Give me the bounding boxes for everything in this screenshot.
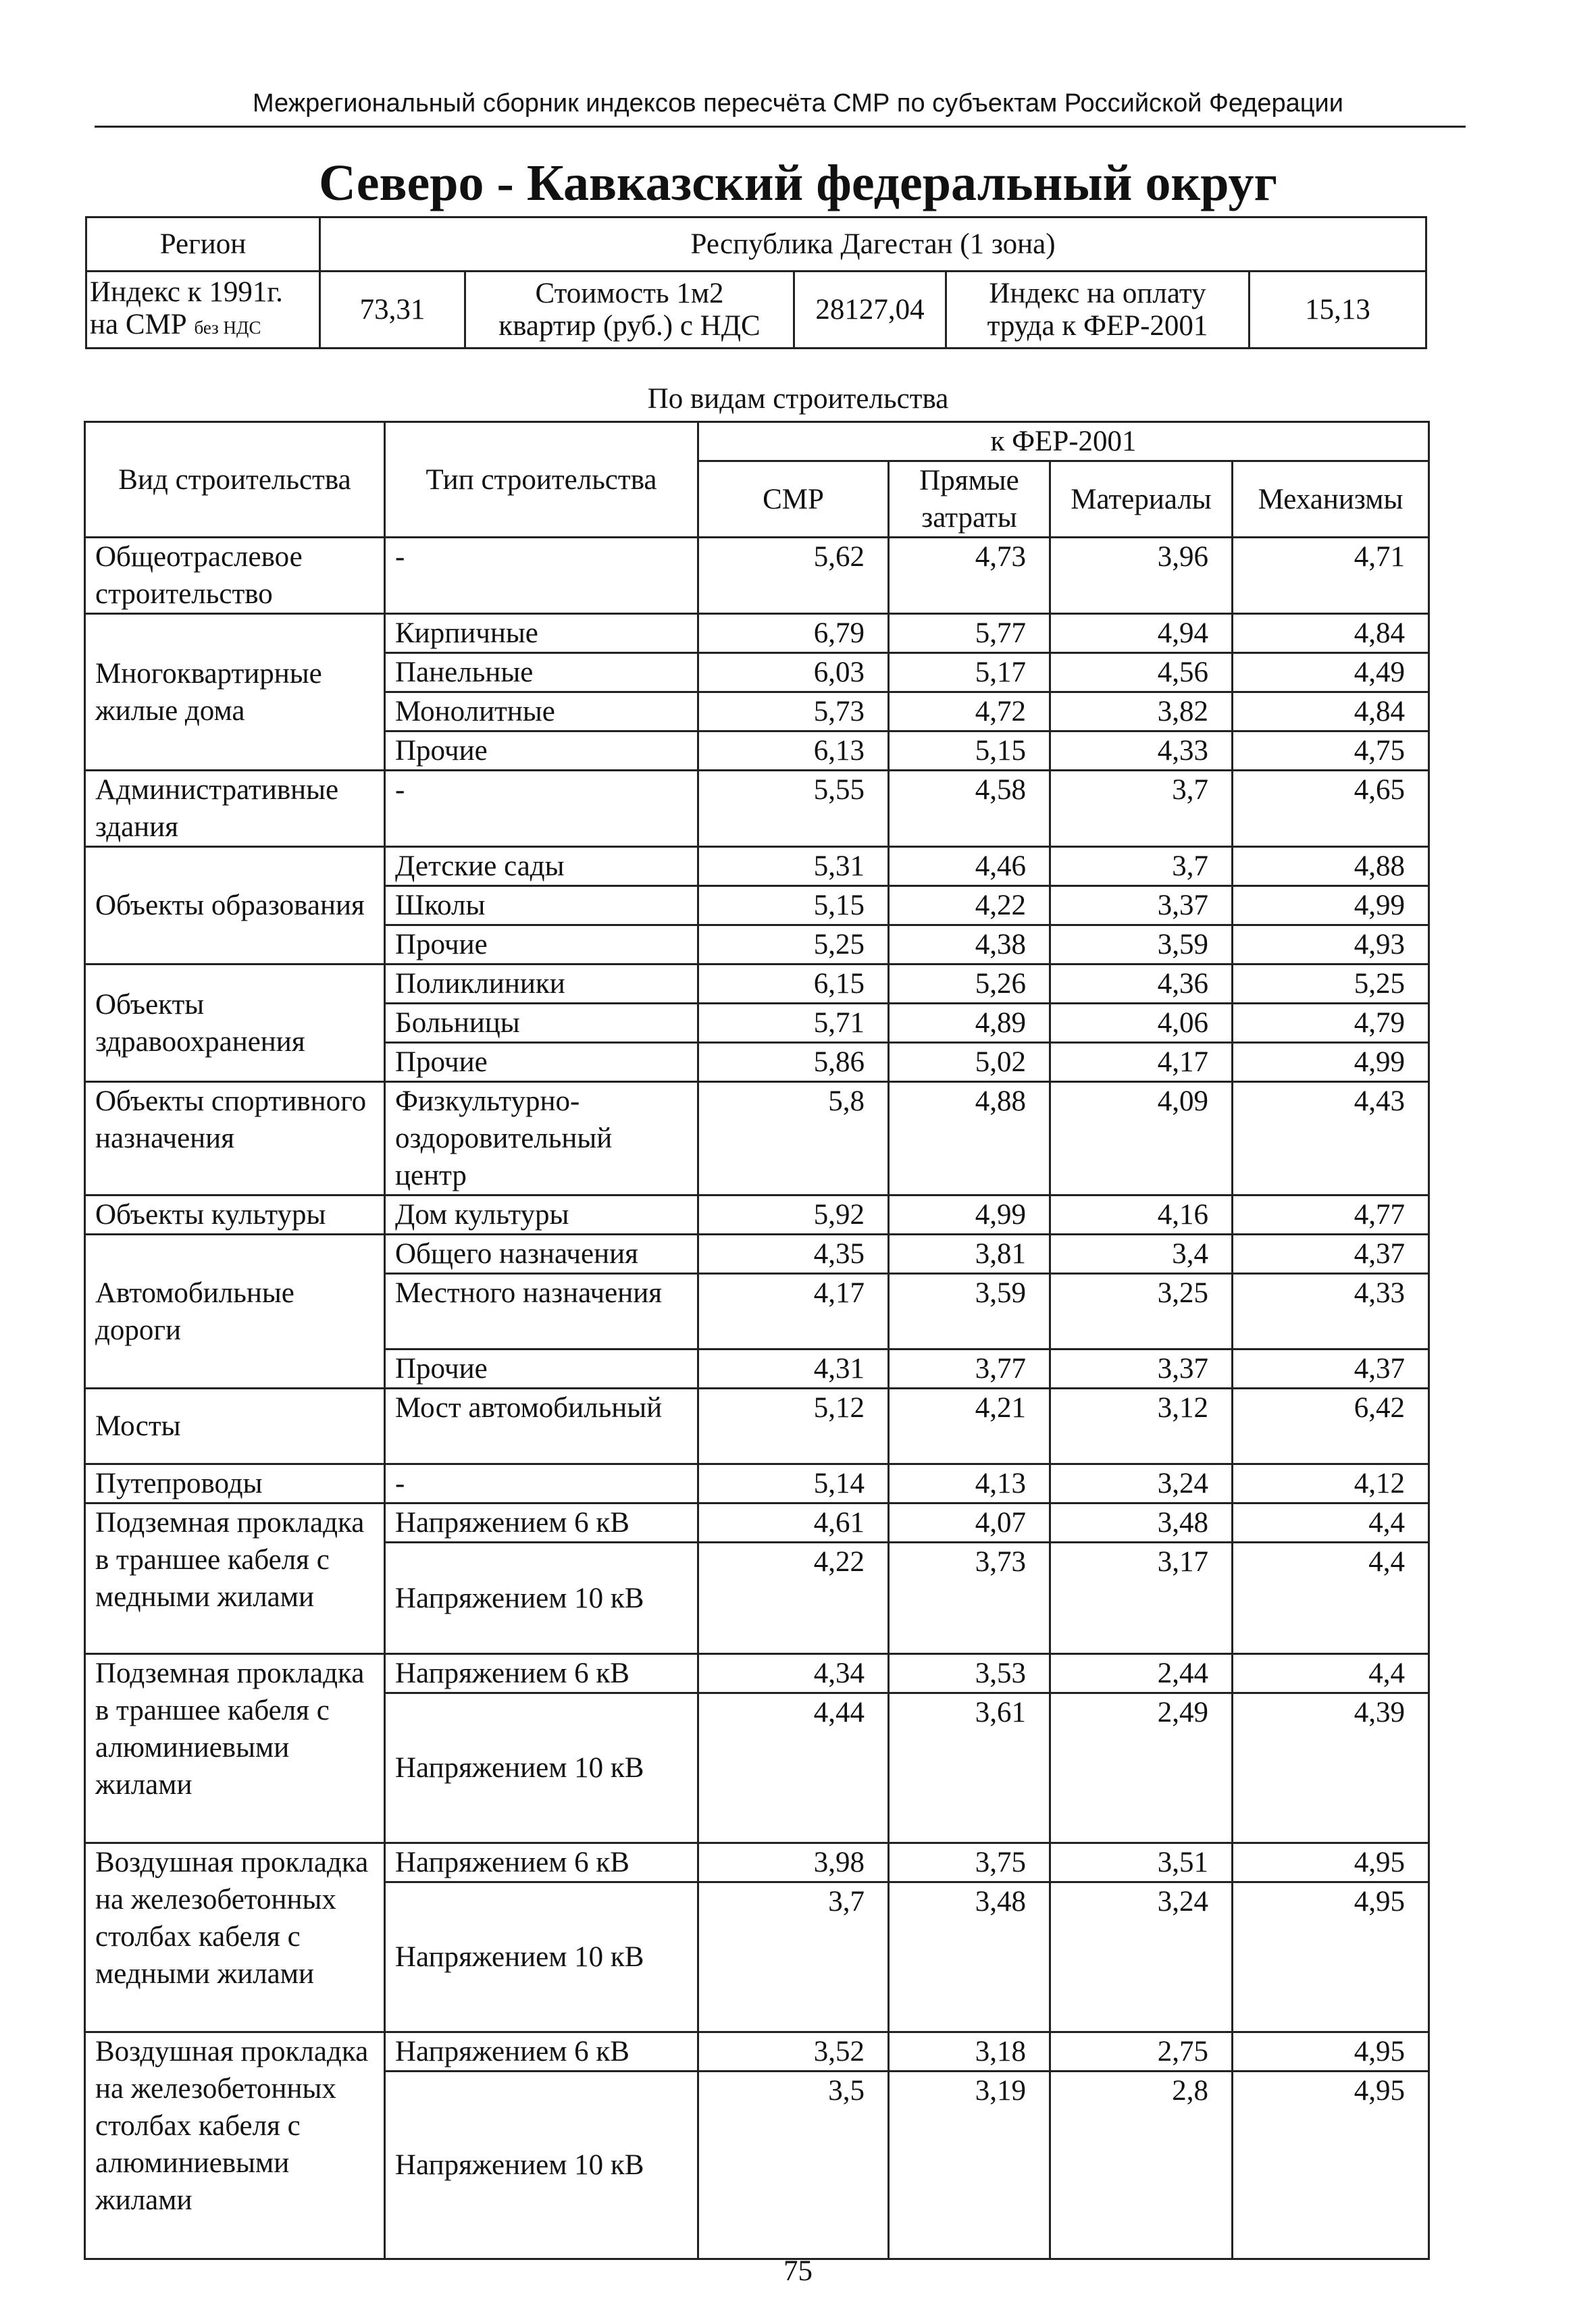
vat-note: без НДС bbox=[194, 317, 261, 338]
type-cell: Монолитные bbox=[385, 692, 698, 731]
materials-cell: 3,12 bbox=[1050, 1389, 1233, 1464]
direct-cell: 5,17 bbox=[889, 653, 1050, 692]
type-cell: Дом культуры bbox=[385, 1195, 698, 1235]
kind-cell: Многоквартирные жилые дома bbox=[85, 614, 385, 771]
direct-cell: 4,72 bbox=[889, 692, 1050, 731]
mechanisms-cell: 4,99 bbox=[1233, 886, 1429, 925]
direct-cell: 3,48 bbox=[889, 1882, 1050, 2032]
mechanisms-cell: 4,77 bbox=[1233, 1195, 1429, 1235]
type-cell: - bbox=[385, 771, 698, 847]
mechanisms-cell: 4,88 bbox=[1233, 847, 1429, 886]
type-cell: Напряжением 10 кВ bbox=[385, 1882, 698, 2032]
apartment-cost-value: 28127,04 bbox=[794, 272, 946, 349]
mechanisms-cell: 4,4 bbox=[1233, 1543, 1429, 1654]
materials-cell: 3,24 bbox=[1050, 1464, 1233, 1503]
materials-cell: 2,75 bbox=[1050, 2032, 1233, 2072]
smr-cell: 3,98 bbox=[698, 1843, 889, 1882]
smr-cell: 3,7 bbox=[698, 1882, 889, 2032]
table-subheading: По видам строительства bbox=[647, 383, 949, 415]
mechanisms-cell: 4,71 bbox=[1233, 538, 1429, 614]
index-1991-value: 73,31 bbox=[320, 272, 465, 349]
mechanisms-cell: 4,49 bbox=[1233, 653, 1429, 692]
kind-cell: Объекты здравоохранения bbox=[85, 965, 385, 1082]
direct-cell: 4,99 bbox=[889, 1195, 1050, 1235]
mechanisms-cell: 4,37 bbox=[1233, 1235, 1429, 1274]
direct-cell: 5,77 bbox=[889, 614, 1050, 653]
kind-cell: Путепроводы bbox=[85, 1464, 385, 1503]
materials-cell: 2,44 bbox=[1050, 1654, 1233, 1693]
type-cell: Напряжением 6 кВ bbox=[385, 1503, 698, 1543]
smr-cell: 3,5 bbox=[698, 2072, 889, 2259]
smr-cell: 5,31 bbox=[698, 847, 889, 886]
direct-cell: 3,73 bbox=[889, 1543, 1050, 1654]
kind-cell: Административные здания bbox=[85, 771, 385, 847]
type-cell: - bbox=[385, 1464, 698, 1503]
type-cell: Местного назначения bbox=[385, 1274, 698, 1349]
materials-cell: 4,17 bbox=[1050, 1043, 1233, 1082]
kind-cell: Подземная прокладка в траншее кабеля с алюминиевыми жилами bbox=[85, 1654, 385, 1843]
type-cell: Школы bbox=[385, 886, 698, 925]
col-header-materials: Материалы bbox=[1050, 461, 1233, 538]
mechanisms-cell: 5,25 bbox=[1233, 965, 1429, 1004]
direct-cell: 4,22 bbox=[889, 886, 1050, 925]
type-cell: Напряжением 10 кВ bbox=[385, 2072, 698, 2259]
mechanisms-cell: 4,12 bbox=[1233, 1464, 1429, 1503]
materials-cell: 3,82 bbox=[1050, 692, 1233, 731]
mechanisms-cell: 4,95 bbox=[1233, 2032, 1429, 2072]
kind-cell: Общеотраслевое строительство bbox=[85, 538, 385, 614]
type-cell: Панельные bbox=[385, 653, 698, 692]
page-number: 75 bbox=[783, 2255, 813, 2287]
type-cell: Кирпичные bbox=[385, 614, 698, 653]
mechanisms-cell: 4,79 bbox=[1233, 1004, 1429, 1043]
smr-cell: 6,03 bbox=[698, 653, 889, 692]
smr-cell: 5,25 bbox=[698, 925, 889, 965]
smr-cell: 5,14 bbox=[698, 1464, 889, 1503]
materials-cell: 3,59 bbox=[1050, 925, 1233, 965]
kind-cell: Объекты культуры bbox=[85, 1195, 385, 1235]
materials-cell: 3,96 bbox=[1050, 538, 1233, 614]
col-header-smr: СМР bbox=[698, 461, 889, 538]
direct-cell: 3,59 bbox=[889, 1274, 1050, 1349]
mechanisms-cell: 4,95 bbox=[1233, 1843, 1429, 1882]
mechanisms-cell: 4,95 bbox=[1233, 2072, 1429, 2259]
wage-index-value: 15,13 bbox=[1250, 272, 1426, 349]
mechanisms-cell: 4,37 bbox=[1233, 1349, 1429, 1389]
smr-cell: 4,34 bbox=[698, 1654, 889, 1693]
type-cell: - bbox=[385, 538, 698, 614]
materials-cell: 2,49 bbox=[1050, 1693, 1233, 1843]
mechanisms-cell: 4,65 bbox=[1233, 771, 1429, 847]
smr-cell: 4,44 bbox=[698, 1693, 889, 1843]
smr-cell: 4,17 bbox=[698, 1274, 889, 1349]
materials-cell: 4,94 bbox=[1050, 614, 1233, 653]
materials-cell: 4,36 bbox=[1050, 965, 1233, 1004]
mechanisms-cell: 4,84 bbox=[1233, 614, 1429, 653]
materials-cell: 3,24 bbox=[1050, 1882, 1233, 2032]
kind-cell: Воздушная прокладка на железобетонных столбах кабеля с алюминиевыми жилами bbox=[85, 2032, 385, 2259]
smr-cell: 6,79 bbox=[698, 614, 889, 653]
mechanisms-cell: 4,84 bbox=[1233, 692, 1429, 731]
col-header-type: Тип строительства bbox=[385, 422, 698, 538]
mechanisms-cell: 4,99 bbox=[1233, 1043, 1429, 1082]
direct-cell: 4,88 bbox=[889, 1082, 1050, 1195]
type-cell: Больницы bbox=[385, 1004, 698, 1043]
kind-cell: Воздушная прокладка на железобетонных столбах кабеля с медными жилами bbox=[85, 1843, 385, 2032]
col-header-direct: Прямые затраты bbox=[889, 461, 1050, 538]
index-1991-label: Индекс к 1991г. на СМР без НДС bbox=[86, 272, 320, 349]
col-header-mechanisms: Механизмы bbox=[1233, 461, 1429, 538]
smr-cell: 5,92 bbox=[698, 1195, 889, 1235]
region-info-table bbox=[85, 216, 1427, 349]
materials-cell: 4,56 bbox=[1050, 653, 1233, 692]
materials-cell: 3,7 bbox=[1050, 771, 1233, 847]
direct-cell: 3,19 bbox=[889, 2072, 1050, 2259]
smr-cell: 5,73 bbox=[698, 692, 889, 731]
direct-cell: 3,18 bbox=[889, 2032, 1050, 2072]
materials-cell: 2,8 bbox=[1050, 2072, 1233, 2259]
smr-cell: 5,12 bbox=[698, 1389, 889, 1464]
running-header: Межрегиональный сборник индексов пересчёта СМР по субъектам Российской Федерации bbox=[252, 89, 1344, 118]
type-cell: Мост автомобильный bbox=[385, 1389, 698, 1464]
type-cell: Напряжением 10 кВ bbox=[385, 1693, 698, 1843]
direct-cell: 5,15 bbox=[889, 731, 1050, 771]
direct-cell: 4,13 bbox=[889, 1464, 1050, 1503]
smr-cell: 5,86 bbox=[698, 1043, 889, 1082]
kind-cell: Автомобильные дороги bbox=[85, 1235, 385, 1389]
type-cell: Напряжением 6 кВ bbox=[385, 1654, 698, 1693]
type-cell: Физкультурно-оздоровительный центр bbox=[385, 1082, 698, 1195]
materials-cell: 4,16 bbox=[1050, 1195, 1233, 1235]
type-cell: Детские сады bbox=[385, 847, 698, 886]
region-label: Регион bbox=[86, 217, 320, 272]
direct-cell: 5,26 bbox=[889, 965, 1050, 1004]
direct-cell: 4,46 bbox=[889, 847, 1050, 886]
smr-cell: 6,13 bbox=[698, 731, 889, 771]
direct-cell: 4,73 bbox=[889, 538, 1050, 614]
direct-cell: 4,58 bbox=[889, 771, 1050, 847]
materials-cell: 4,33 bbox=[1050, 731, 1233, 771]
type-cell: Общего назначения bbox=[385, 1235, 698, 1274]
materials-cell: 3,17 bbox=[1050, 1543, 1233, 1654]
col-header-kind: Вид строительства bbox=[85, 422, 385, 538]
smr-cell: 5,71 bbox=[698, 1004, 889, 1043]
mechanisms-cell: 4,95 bbox=[1233, 1882, 1429, 2032]
materials-cell: 3,4 bbox=[1050, 1235, 1233, 1274]
mechanisms-cell: 4,93 bbox=[1233, 925, 1429, 965]
mechanisms-cell: 4,4 bbox=[1233, 1654, 1429, 1693]
smr-cell: 5,55 bbox=[698, 771, 889, 847]
smr-cell: 4,35 bbox=[698, 1235, 889, 1274]
region-value: Республика Дагестан (1 зона) bbox=[320, 217, 1426, 272]
materials-cell: 4,09 bbox=[1050, 1082, 1233, 1195]
apartment-cost-label: Стоимость 1м2 квартир (руб.) с НДС bbox=[465, 272, 794, 349]
type-cell: Напряжением 10 кВ bbox=[385, 1543, 698, 1654]
smr-cell: 4,61 bbox=[698, 1503, 889, 1543]
smr-cell: 5,62 bbox=[698, 538, 889, 614]
type-cell: Прочие bbox=[385, 1043, 698, 1082]
materials-cell: 3,25 bbox=[1050, 1274, 1233, 1349]
page-title: Северо - Кавказский федеральный округ bbox=[318, 155, 1278, 211]
mechanisms-cell: 6,42 bbox=[1233, 1389, 1429, 1464]
smr-cell: 3,52 bbox=[698, 2032, 889, 2072]
smr-cell: 4,22 bbox=[698, 1543, 889, 1654]
smr-cell: 4,31 bbox=[698, 1349, 889, 1389]
mechanisms-cell: 4,4 bbox=[1233, 1503, 1429, 1543]
type-cell: Поликлиники bbox=[385, 965, 698, 1004]
direct-cell: 3,77 bbox=[889, 1349, 1050, 1389]
materials-cell: 3,37 bbox=[1050, 886, 1233, 925]
materials-cell: 3,48 bbox=[1050, 1503, 1233, 1543]
smr-cell: 5,15 bbox=[698, 886, 889, 925]
col-header-group: к ФЕР-2001 bbox=[698, 422, 1429, 461]
wage-index-label: Индекс на оплату труда к ФЕР-2001 bbox=[946, 272, 1250, 349]
type-cell: Прочие bbox=[385, 1349, 698, 1389]
type-cell: Прочие bbox=[385, 731, 698, 771]
materials-cell: 3,37 bbox=[1050, 1349, 1233, 1389]
smr-cell: 5,8 bbox=[698, 1082, 889, 1195]
direct-cell: 3,81 bbox=[889, 1235, 1050, 1274]
type-cell: Напряжением 6 кВ bbox=[385, 2032, 698, 2072]
direct-cell: 4,07 bbox=[889, 1503, 1050, 1543]
type-cell: Прочие bbox=[385, 925, 698, 965]
direct-cell: 4,21 bbox=[889, 1389, 1050, 1464]
mechanisms-cell: 4,43 bbox=[1233, 1082, 1429, 1195]
direct-cell: 3,53 bbox=[889, 1654, 1050, 1693]
mechanisms-cell: 4,33 bbox=[1233, 1274, 1429, 1349]
materials-cell: 3,7 bbox=[1050, 847, 1233, 886]
materials-cell: 4,06 bbox=[1050, 1004, 1233, 1043]
kind-cell: Подземная прокладка в траншее кабеля с медными жилами bbox=[85, 1503, 385, 1654]
mechanisms-cell: 4,39 bbox=[1233, 1693, 1429, 1843]
smr-cell: 6,15 bbox=[698, 965, 889, 1004]
kind-cell: Объекты образования bbox=[85, 847, 385, 965]
kind-cell: Объекты спортивного назначения bbox=[85, 1082, 385, 1195]
kind-cell: Мосты bbox=[85, 1389, 385, 1464]
direct-cell: 5,02 bbox=[889, 1043, 1050, 1082]
mechanisms-cell: 4,75 bbox=[1233, 731, 1429, 771]
direct-cell: 4,89 bbox=[889, 1004, 1050, 1043]
direct-cell: 4,38 bbox=[889, 925, 1050, 965]
direct-cell: 3,75 bbox=[889, 1843, 1050, 1882]
construction-index-table bbox=[84, 421, 1430, 2260]
type-cell: Напряжением 6 кВ bbox=[385, 1843, 698, 1882]
direct-cell: 3,61 bbox=[889, 1693, 1050, 1843]
header-divider bbox=[95, 126, 1466, 128]
materials-cell: 3,51 bbox=[1050, 1843, 1233, 1882]
